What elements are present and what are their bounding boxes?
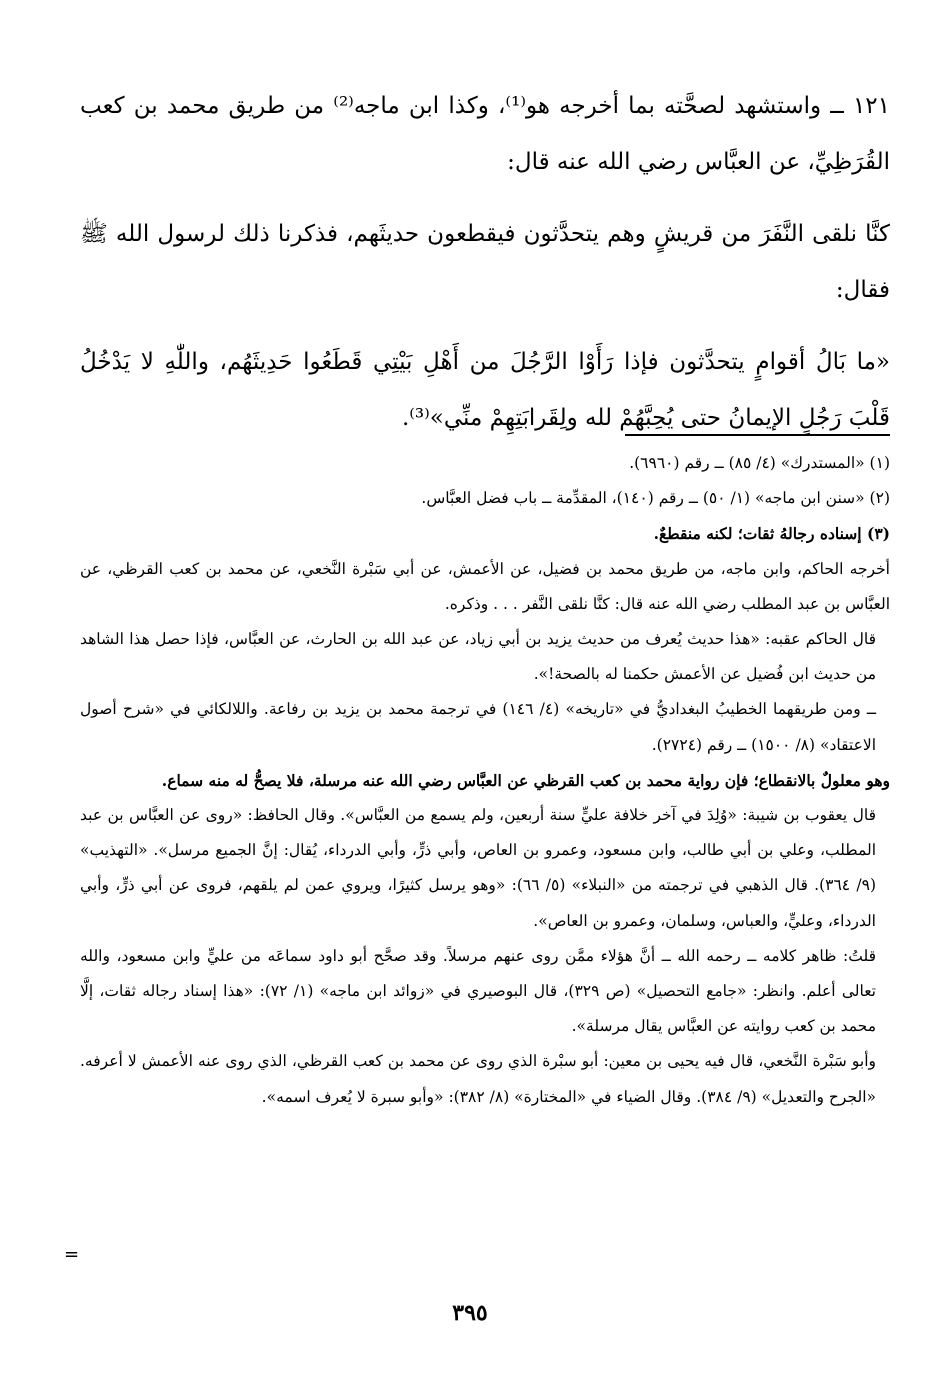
footnote-3-illa: وهو معلولٌ بالانقطاع؛ فإن رواية محمد بن كعب القرظي عن العبَّاس رضي الله عنه مرسلة، فلا يصحُّ له منه سماع. — [161, 770, 890, 790]
footnote-3-hakim: قال الحاكم عقبه: «هذا حديث يُعرف من حديث يزيد بن أبي زياد، عن عبد الله بن الحارث، عن العبَّاس، فإذا حصل هذا الشاهد من حديث ابن فُضيل عن الأعمش حكمنا له بالصحة!». — [80, 630, 876, 684]
footnote-3: (٣) إسناده رجالهُ ثقات؛ لكنه منقطعٌ. — [653, 524, 890, 544]
prophetic-quote-paragraph: «ما بَالُ أقوامٍ يتحدَّثون فإذا رَأَوْا الرَّجُلَ من أَهْلِ بَيْتِي قَطَعُوا حَدِيثَهُم، واللّٰهِ لا يَدْخُلُ قَلْبَ رَجُلٍ الإيمانُ حتى يُحِبَّهُمْ لله ولِقَرابَتِهِمْ منِّي»⁽³⁾. — [80, 349, 890, 431]
footnote-3-takhrij: أخرجه الحاكم، وابن ماجه، من طريق محمد بن فضيل، عن الأعمش، عن أبي سَبْرة النَّخعي، عن محمد بن كعب القرظي، عن العبَّاس بن عبد المطلب رضي الله عنه قال: كنَّا نلقى النَّفر . . . وذكره. — [80, 559, 890, 613]
footnotes — [80, 446, 890, 1115]
narration-paragraph: كنَّا نلقى النَّفَرَ من قريشٍ وهم يتحدَّثون فيقطعون حديثَهم، فذكرنا ذلك لرسول الله ﷺ فقال: — [80, 221, 890, 303]
continuation-mark: = — [64, 1244, 80, 1265]
footnote-3-yaqub: قال يعقوب بن شيبة: «وُلِدَ في آخر خلافة عليٍّ سنة أربعين، ولم يسمع من العبَّاس». وقال الحافظ: «روى عن العبَّاس بن عبد المطلب، وعلي بن أبي طالب، وابن مسعود، وعمرو بن العاص، وأبي ذرٍّ، وأبي الدرداء، يُقال: إنَّ الجميع مرسل». «التهذيب» (٩/ ٣٦٤). قال الذهبي في ترجمته من «النبلاء» (٥/ ٦٦): «وهو يرسل كثيرًا، ويروي عمن لم يلقهم، فروى عن أبي ذرٍّ، وأبي الدرداء، وعليٍّ، والعباس، وسلمان، وعمرو بن العاص». — [80, 806, 876, 930]
hadith-intro-paragraph: ١٢١ ــ واستشهد لصحَّته بما أخرجه هو⁽¹⁾، وكذا ابن ماجه⁽²⁾ من طريق محمد بن كعب القُرَظِيِّ، عن العبَّاس رضي الله عنه قال: — [80, 93, 890, 175]
page-number: ٣٩٥ — [452, 1300, 488, 1326]
footnote-2: (٢) «سنن ابن ماجه» (١/ ٥٠) ــ رقم (١٤٠)، المقدِّمة ــ باب فضل العبَّاس. — [421, 489, 890, 508]
main-text — [80, 78, 890, 446]
footnote-1: (١) «المستدرك» (٤/ ٨٥) ــ رقم (٦٩٦٠). — [629, 454, 890, 472]
footnote-separator — [625, 434, 890, 436]
footnote-3-abu-sabra: وأبو سَبْرة النَّخعي، قال فيه يحيى بن معين: أبو سبْرة الذي روى عن محمد بن كعب القرظي، الذي روى عنه الأعمش لا أعرفه. «الجرح والتعديل» (٩/ ٣٨٤). وقال الضياء في «المختارة» (٨/ ٣٨٢): «وأبو سبرة لا يُعرف اسمه». — [80, 1052, 876, 1106]
footnote-3-qultu: قلتُ: ظاهر كلامه ــ رحمه الله ــ أنَّ هؤلاء ممَّن روى عنهم مرسلاً. وقد صحَّح أبو داود سماعَه من عليٍّ وابن مسعود، والله تعالى أعلم. وانظر: «جامع التحصيل» (ص ٣٢٩)، قال البوصيري في «زوائد ابن ماجه» (١/ ٧٢): «هذا إسناد رجاله ثقات، إلَّا محمد بن كعب روايته عن العبَّاس يقال مرسلة». — [80, 946, 876, 1036]
footnote-3-khatib: ــ ومن طريقهما الخطيبُ البغداديُّ في «تاريخه» (٤/ ١٤٦) في ترجمة محمد بن يزيد بن رفاعة. واللالكائي في «شرح أصول الاعتقاد» (٨/ ١٥٠٠) ــ رقم (٢٧٢٤). — [80, 700, 876, 754]
